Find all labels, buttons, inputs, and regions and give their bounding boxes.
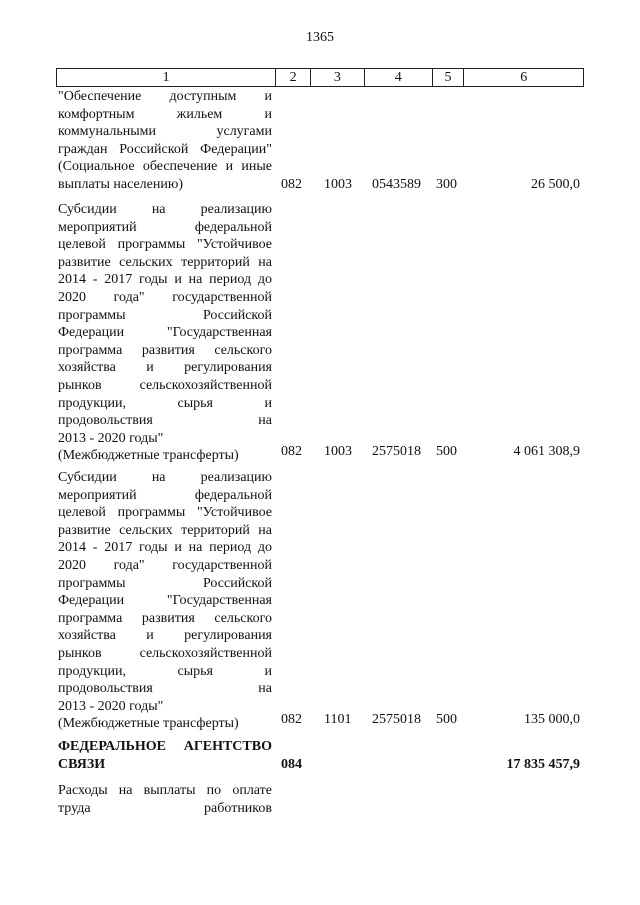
- description-line: программы Российской: [58, 307, 272, 323]
- description-line: рынков сельскохозяйственной: [58, 377, 272, 393]
- description-line: программа развития сельского: [58, 610, 272, 626]
- row-2-col-6: 4 061 308,9: [513, 444, 580, 459]
- description-line: 2020 года" государственной: [58, 557, 272, 573]
- description-line: продовольствия на: [58, 681, 272, 697]
- description-line: целевой программы "Устойчивое: [58, 505, 272, 521]
- description-line: 2020 года" государственной: [58, 289, 272, 305]
- row-2-col-3: 1003: [324, 444, 352, 459]
- description-line: 2013 - 2020 годы": [58, 430, 164, 446]
- description-line: 2013 - 2020 годы": [58, 698, 164, 714]
- description-line: 2014 - 2017 годы и на период до: [58, 272, 272, 288]
- description-line: комфортным жильем и: [58, 106, 272, 122]
- agency-col-6: 17 835 457,9: [506, 757, 580, 772]
- row-3-col-5: 500: [436, 712, 457, 727]
- header-col-6: 6: [520, 70, 528, 85]
- description-line: граждан Российской Федерации": [58, 141, 272, 157]
- row-3-col-6: 135 000,0: [524, 712, 580, 727]
- description-line: целевой программы "Устойчивое: [58, 237, 272, 253]
- row-3-col-4: 2575018: [372, 712, 421, 727]
- row-2-col-4: 2575018: [372, 444, 421, 459]
- row-1-col-6: 26 500,0: [531, 177, 580, 192]
- row-2-description: [58, 201, 272, 465]
- header-col-3: 3: [311, 69, 365, 86]
- description-line: программа развития сельского: [58, 342, 272, 358]
- row-1-col-2: 082: [281, 177, 302, 192]
- header-col-5: 5: [433, 69, 465, 86]
- description-line: развитие сельских территорий на: [58, 522, 272, 538]
- description-line: рынков сельскохозяйственной: [58, 645, 272, 661]
- description-line: развитие сельских территорий на: [58, 254, 272, 270]
- row-1-col-3: 1003: [324, 177, 352, 192]
- table-header: [56, 68, 584, 87]
- description-line: хозяйства и регулирования: [58, 628, 272, 644]
- description-line: программы Российской: [58, 575, 272, 591]
- description-line: (Межбюджетные трансферты): [58, 448, 239, 464]
- agency-heading: [58, 738, 272, 773]
- description-line: "Обеспечение доступным и: [58, 89, 272, 104]
- description-line: СВЯЗИ: [58, 756, 106, 772]
- description-line: Расходы на выплаты по оплате: [58, 783, 272, 798]
- agency-col-2: 084: [281, 757, 302, 772]
- row-1-col-4: 0543589: [372, 177, 421, 192]
- description-line: выплаты населению): [58, 176, 183, 192]
- description-line: Субсидии на реализацию: [58, 202, 272, 217]
- description-line: Федерации "Государственная: [58, 325, 272, 341]
- header-col-2: 2: [276, 69, 311, 86]
- description-line: (Социальное обеспечение и иные: [58, 159, 272, 175]
- row-1-col-5: 300: [436, 177, 457, 192]
- row-1-description: [58, 88, 272, 194]
- description-line: хозяйства и регулирования: [58, 360, 272, 376]
- description-line: продукции, сырья и: [58, 663, 272, 679]
- description-line: ФЕДЕРАЛЬНОЕ АГЕНТСТВО: [58, 739, 272, 754]
- description-line: продовольствия на: [58, 413, 272, 429]
- description-line: (Межбюджетные трансферты): [58, 716, 239, 732]
- description-line: 2014 - 2017 годы и на период до: [58, 540, 272, 556]
- header-col-4: 4: [365, 69, 433, 86]
- description-line: коммунальными услугами: [58, 124, 272, 140]
- description-line: мероприятий федеральной: [58, 487, 272, 503]
- description-line: Субсидии на реализацию: [58, 470, 272, 485]
- description-line: Федерации "Государственная: [58, 593, 272, 609]
- description-line: мероприятий федеральной: [58, 219, 272, 235]
- description-line: продукции, сырья и: [58, 395, 272, 411]
- description-line: труда работников: [58, 800, 272, 816]
- page-number: 1365: [306, 30, 334, 45]
- row-3-col-2: 082: [281, 712, 302, 727]
- row-2-col-5: 500: [436, 444, 457, 459]
- header-col-1: 1: [57, 69, 276, 86]
- row-5-description: [58, 782, 272, 817]
- row-2-col-2: 082: [281, 444, 302, 459]
- row-3-col-3: 1101: [324, 712, 352, 727]
- row-3-description: [58, 469, 272, 733]
